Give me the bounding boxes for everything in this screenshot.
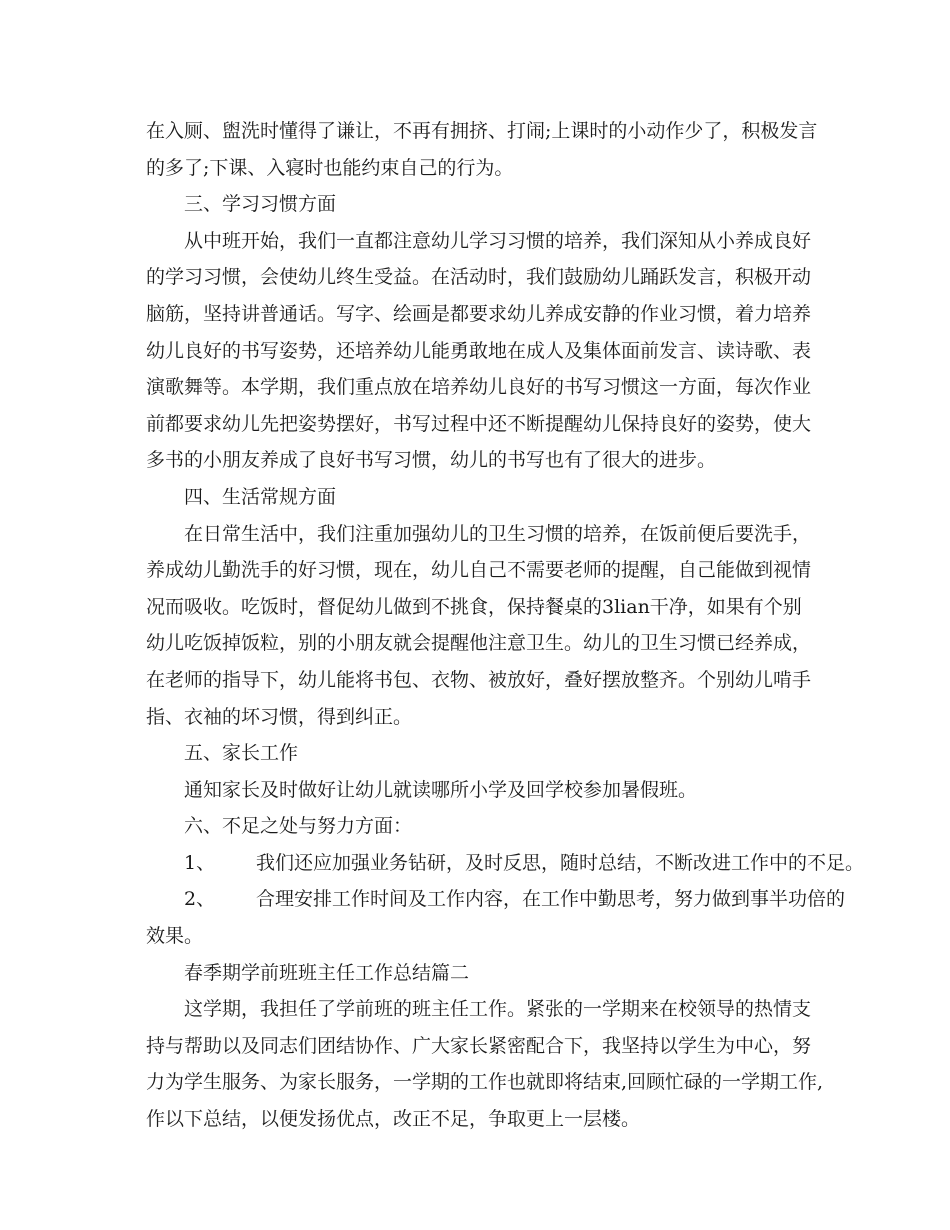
document-body: [146, 113, 865, 1138]
paragraph-line: 作以下总结，以便发扬优点，改正不足，争取更上一层楼。: [146, 1108, 641, 1131]
list-item-text: 我们还应加强业务钻研，及时反思，随时总结，不断改进工作中的不足。: [256, 851, 865, 874]
paragraph-line: 演歌舞等。本学期，我们重点放在培养幼儿良好的书写习惯这一方面，每次作业: [146, 376, 812, 399]
list-item: [146, 845, 865, 882]
paragraph-line: 的多了;下课、入寝时也能约束自己的行为。: [146, 156, 514, 179]
section-heading: 五、家长工作: [184, 742, 299, 765]
document-subtitle: 春季期学前班班主任工作总结篇二: [184, 961, 470, 984]
paragraph-line: 指、衣袖的坏习惯，得到纠正。: [146, 705, 413, 728]
paragraph-line: 通知家长及时做好让幼儿就读哪所小学及回学校参加暑假班。: [184, 778, 698, 801]
list-item-text: 合理安排工作时间及工作内容，在工作中勤思考，努力做到事半功倍的: [256, 888, 846, 911]
paragraph-line: 况而吸收。吃饭时，督促幼儿做到不挑食，保持餐桌的3lian干净，如果有个别: [146, 595, 802, 618]
list-item: [146, 881, 846, 918]
paragraph-line: 在日常生活中，我们注重加强幼儿的卫生习惯的培养，在饭前便后要洗手，: [184, 522, 812, 545]
section-heading: 三、学习习惯方面: [184, 193, 337, 216]
paragraph-line: 前都要求幼儿先把姿势摆好，书写过程中还不断提醒幼儿保持良好的姿势，使大: [146, 412, 812, 435]
paragraph-line: 在入厕、盥洗时懂得了谦让，不再有拥挤、打闹;上课时的小动作少了，积极发言: [146, 120, 818, 142]
section-heading: 四、生活常规方面: [184, 485, 337, 508]
list-item-number: 1、: [184, 851, 216, 874]
paragraph-line: 多书的小朋友养成了良好书写习惯，幼儿的书写也有了很大的进步。: [146, 449, 717, 472]
list-item-number: 2、: [184, 888, 216, 911]
paragraph-line: 养成幼儿勤洗手的好习惯，现在，幼儿自己不需要老师的提醒，自己能做到视情: [146, 559, 812, 582]
paragraph-line: 效果。: [146, 925, 204, 948]
paragraph-line: 力为学生服务、为家长服务，一学期的工作也就即将结束,回顾忙碌的一学期工作,: [146, 1071, 824, 1094]
paragraph-line: 从中班开始，我们一直都注意幼儿学习习惯的培养，我们深知从小养成良好: [184, 229, 812, 252]
paragraph-line: 脑筋，坚持讲普通话。写字、绘画是都要求幼儿养成安静的作业习惯，着力培养: [146, 302, 812, 325]
paragraph-line: 这学期，我担任了学前班的班主任工作。紧张的一学期来在校领导的热情支: [184, 998, 812, 1021]
paragraph-line: 的学习习惯，会使幼儿终生受益。在活动时，我们鼓励幼儿踊跃发言，积极开动: [146, 266, 812, 289]
paragraph-line: 幼儿良好的书写姿势，还培养幼儿能勇敢地在成人及集体面前发言、读诗歌、表: [146, 339, 812, 362]
paragraph-line: 在老师的指导下，幼儿能将书包、衣物、被放好，叠好摆放整齐。个别幼儿啃手: [146, 668, 812, 691]
section-heading: 六、不足之处与努力方面：: [184, 815, 413, 838]
paragraph-line: 持与帮助以及同志们团结协作、广大家长紧密配合下，我坚持以学生为中心，努: [146, 1034, 812, 1057]
paragraph-line: 幼儿吃饭掉饭粒，别的小朋友就会提醒他注意卫生。幼儿的卫生习惯已经养成，: [146, 632, 812, 655]
